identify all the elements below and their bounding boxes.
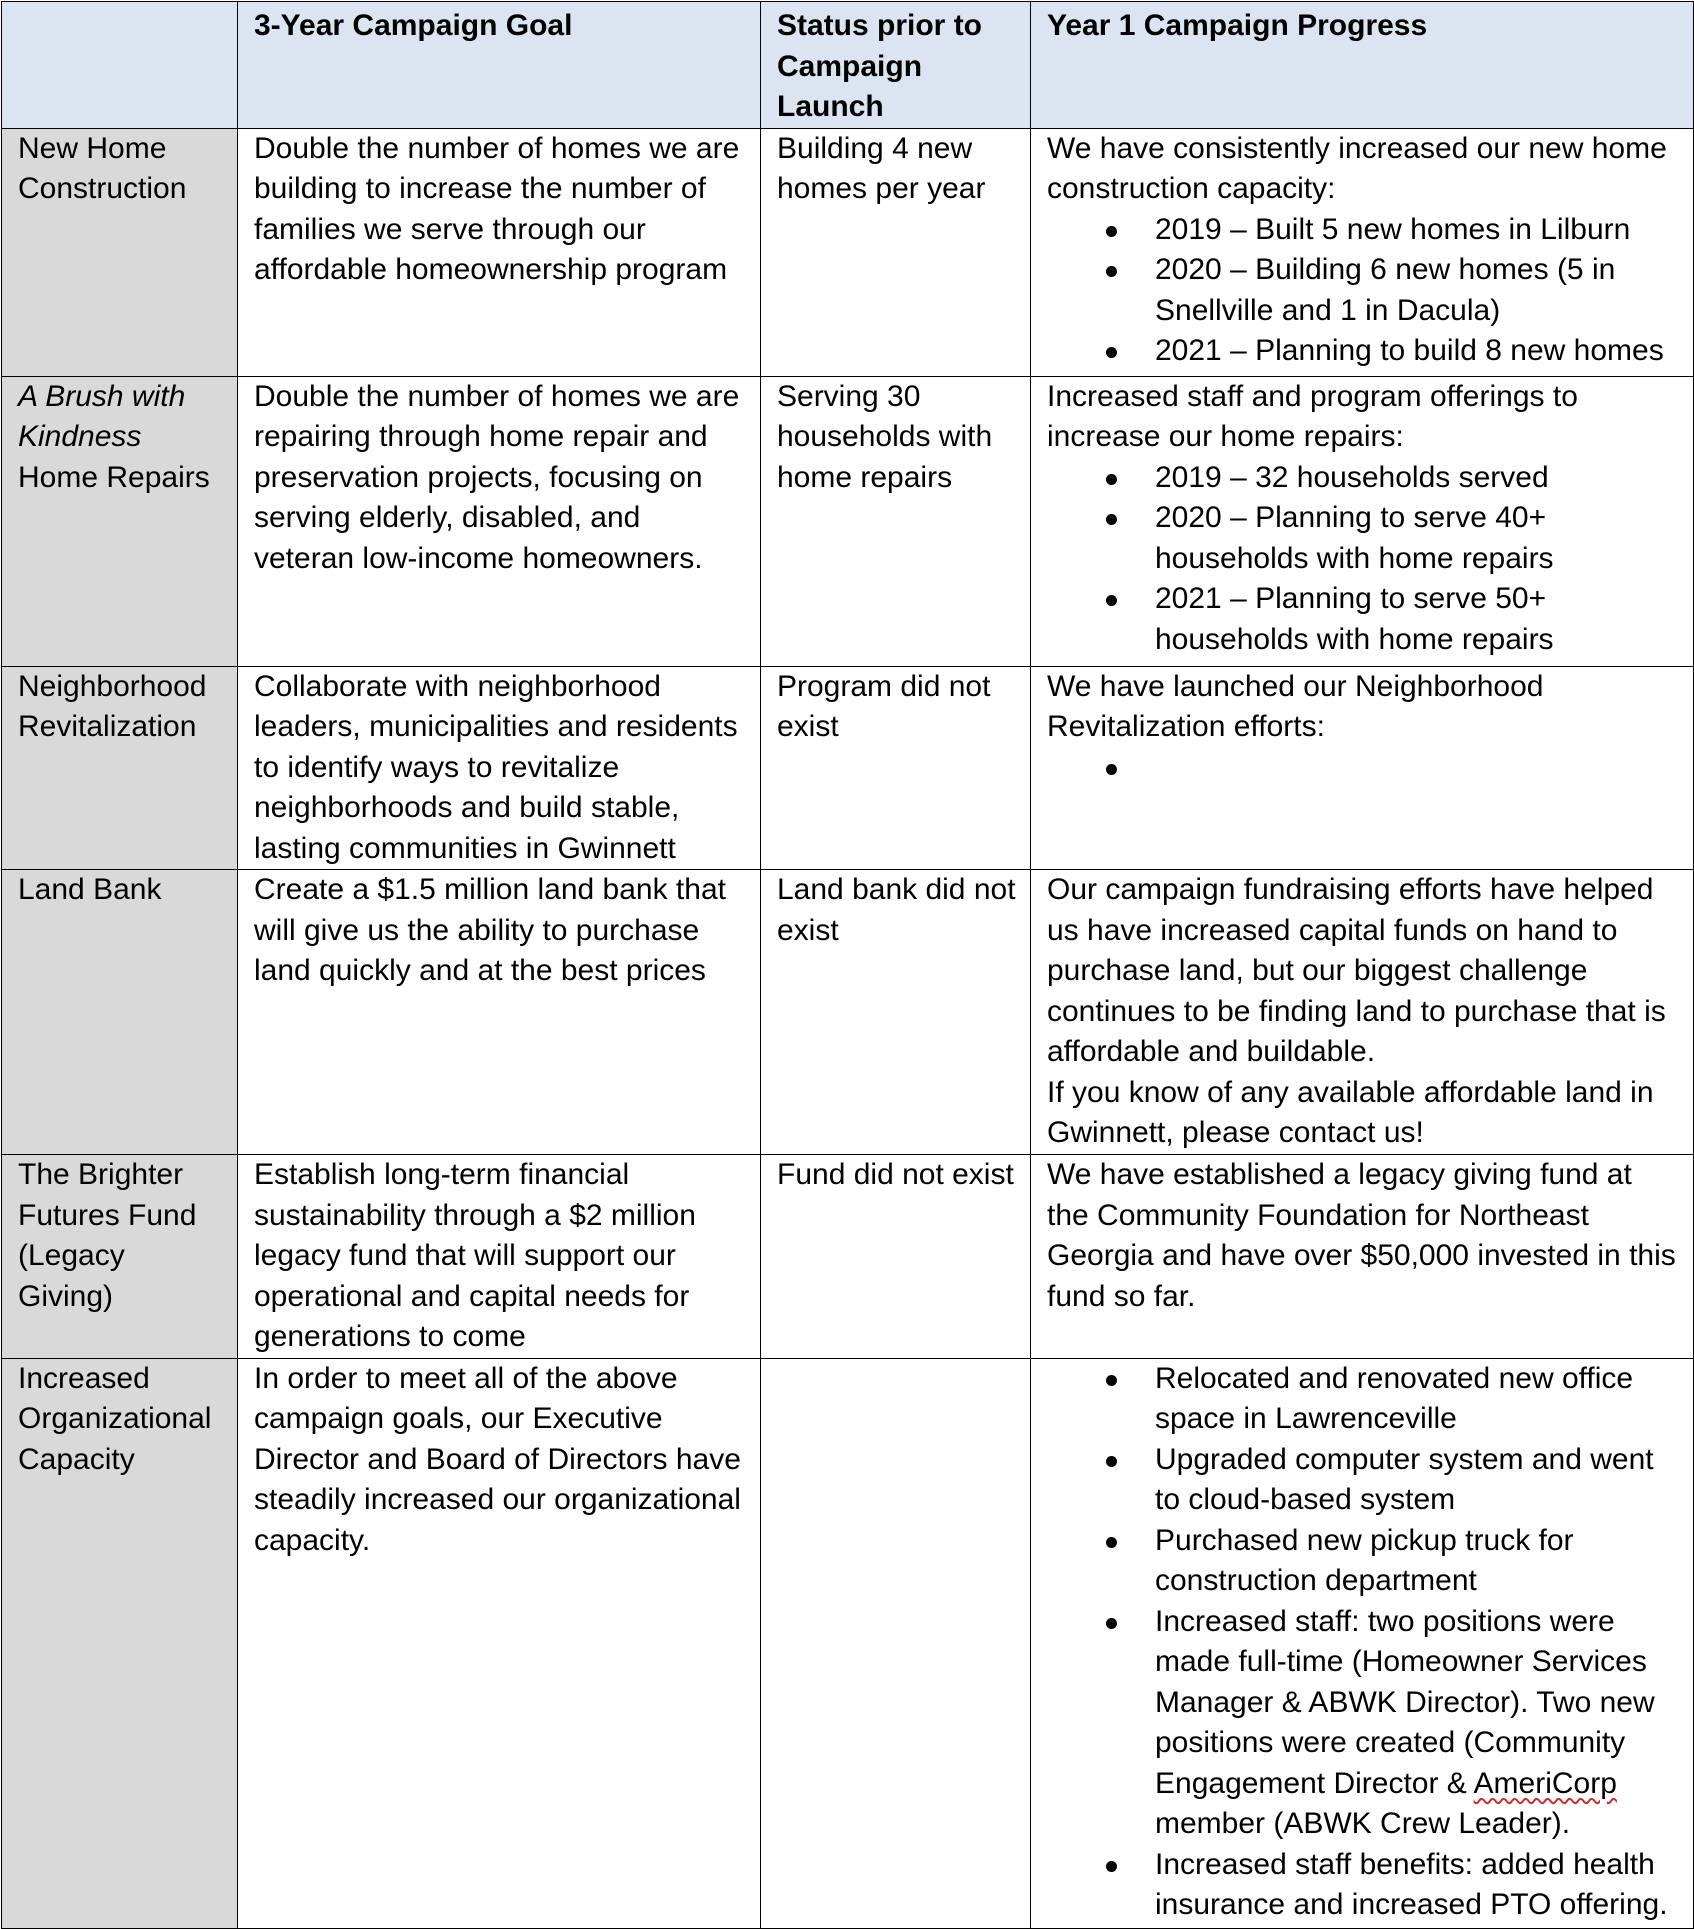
status-cell: Land bank did not exist <box>761 870 1031 1155</box>
list-item: Relocated and renovated new office space in Lawrenceville <box>1047 1359 1679 1440</box>
goal-cell: Create a $1.5 million land bank that will give us the ability to purchase land quickly and at the best prices <box>238 870 761 1155</box>
list-item: Increased staff benefits: added health insurance and increased PTO offering. <box>1047 1845 1679 1926</box>
table-row <box>2 1358 1694 1928</box>
progress-cell <box>1031 870 1694 1155</box>
progress-cell <box>1031 666 1694 870</box>
row-label: The Brighter Futures Fund (Legacy Giving) <box>2 1155 238 1359</box>
row-label-rest: Home Repairs <box>18 460 210 494</box>
list-item <box>1047 748 1679 789</box>
goal-cell: Collaborate with neighborhood leaders, municipalities and residents to identify ways to revitalize neighborhoods and build stable, lasting communities in Gwinnett <box>238 666 761 870</box>
progress-cell <box>1031 1358 1694 1928</box>
progress-list <box>1047 458 1679 661</box>
list-item: Purchased new pickup truck for construction department <box>1047 1521 1679 1602</box>
list-item: 2021 – Planning to build 8 new homes <box>1047 331 1679 372</box>
table-row <box>2 376 1694 666</box>
list-item <box>1047 1602 1679 1845</box>
progress-intro: Increased staff and program offerings to increase our home repairs: <box>1047 379 1578 453</box>
status-cell: Program did not exist <box>761 666 1031 870</box>
progress-paragraph: Our campaign fundraising efforts have helped us have increased capital funds on hand to purchase land, but our biggest challenge continues to be finding land to purchase that is affordable and buildable. <box>1047 873 1666 1068</box>
status-cell: Building 4 new homes per year <box>761 128 1031 376</box>
progress-intro: We have consistently increased our new home construction capacity: <box>1047 131 1667 205</box>
header-progress: Year 1 Campaign Progress <box>1031 2 1694 129</box>
progress-cell <box>1031 128 1694 376</box>
row-label: New Home Construction <box>2 128 238 376</box>
progress-cell <box>1031 376 1694 666</box>
list-item: 2020 – Planning to serve 40+ households with home repairs <box>1047 498 1679 579</box>
table-row <box>2 128 1694 376</box>
spellcheck-flagged-word: AmeriCorp <box>1473 1766 1617 1800</box>
list-item: 2021 – Planning to serve 50+ households with home repairs <box>1047 579 1679 660</box>
progress-list <box>1047 210 1679 372</box>
status-cell <box>761 1358 1031 1928</box>
progress-intro: We have launched our Neighborhood Revitalization efforts: <box>1047 669 1544 743</box>
row-label: Neighborhood Revitalization <box>2 666 238 870</box>
row-label: Land Bank <box>2 870 238 1155</box>
list-item: 2019 – Built 5 new homes in Lilburn <box>1047 210 1679 251</box>
header-row <box>2 2 1694 129</box>
progress-paragraph: If you know of any available affordable land in Gwinnett, please contact us! <box>1047 1075 1654 1149</box>
goal-cell: Double the number of homes we are building to increase the number of families we serve through our affordable homeownership program <box>238 128 761 376</box>
list-item-text-tail: member (ABWK Crew Leader). <box>1155 1807 1571 1840</box>
row-label-italic: A Brush with Kindness <box>18 379 186 453</box>
status-cell: Serving 30 households with home repairs <box>761 376 1031 666</box>
table-row <box>2 870 1694 1155</box>
row-label: Increased Organizational Capacity <box>2 1358 238 1928</box>
table-row <box>2 1155 1694 1359</box>
progress-cell: We have established a legacy giving fund at the Community Foundation for Northeast Georgia and have over $50,000 invested in this fund so far. <box>1031 1155 1694 1359</box>
header-blank <box>2 2 238 129</box>
campaign-progress-table <box>1 1 1694 1929</box>
list-item-text: Increased staff: two positions were made full-time (Homeowner Services Manager & ABWK Director). Two new positions were created (Community Engagement Director & <box>1155 1604 1655 1800</box>
progress-list <box>1047 748 1679 789</box>
goal-cell: In order to meet all of the above campaign goals, our Executive Director and Board of Directors have steadily increased our organizational capacity. <box>238 1358 761 1928</box>
goal-cell: Double the number of homes we are repairing through home repair and preservation projects, focusing on serving elderly, disabled, and veteran low-income homeowners. <box>238 376 761 666</box>
row-label <box>2 376 238 666</box>
status-cell: Fund did not exist <box>761 1155 1031 1359</box>
list-item: Upgraded computer system and went to cloud-based system <box>1047 1440 1679 1521</box>
header-status: Status prior to Campaign Launch <box>761 2 1031 129</box>
table-row <box>2 666 1694 870</box>
goal-cell: Establish long-term financial sustainability through a $2 million legacy fund that will support our operational and capital needs for generations to come <box>238 1155 761 1359</box>
header-goal: 3-Year Campaign Goal <box>238 2 761 129</box>
list-item: 2020 – Building 6 new homes (5 in Snellville and 1 in Dacula) <box>1047 250 1679 331</box>
progress-list <box>1047 1359 1679 1926</box>
list-item: 2019 – 32 households served <box>1047 458 1679 499</box>
